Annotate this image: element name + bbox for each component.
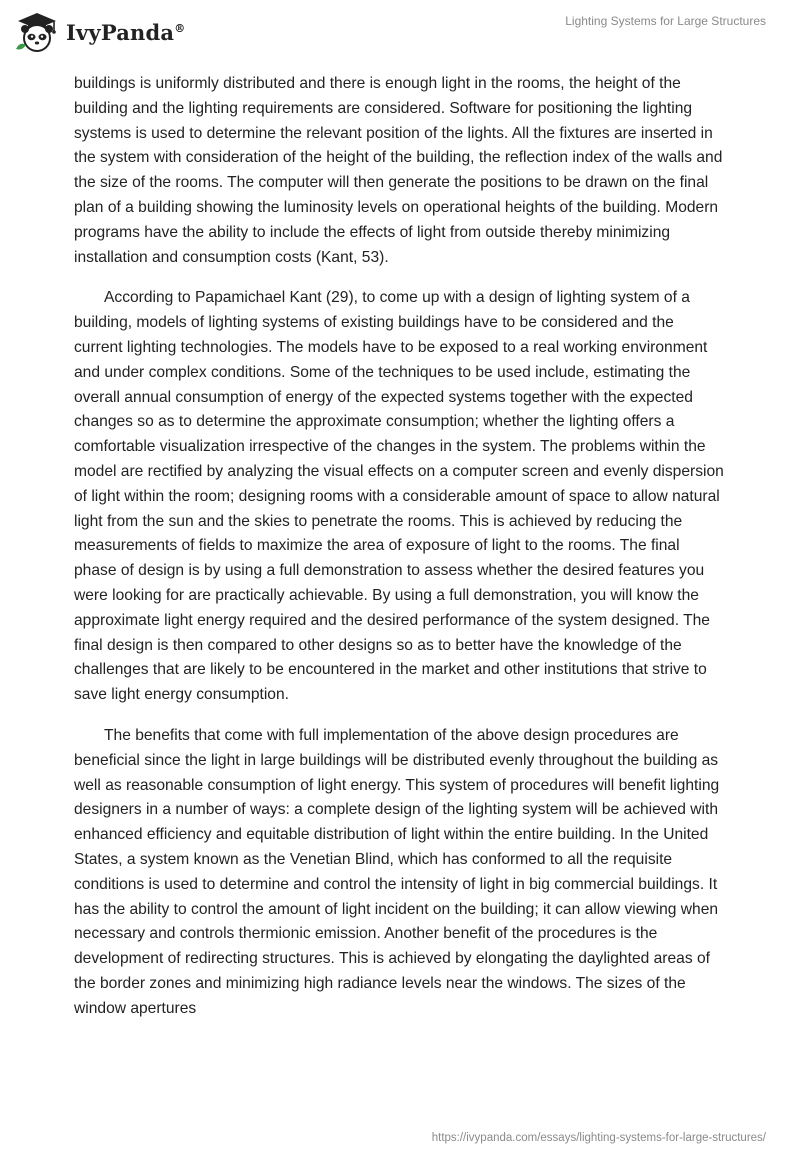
paragraph: The benefits that come with full implementation of the above design procedures are beneficial since the light in large buildings will be distributed evenly throughout the building as well as reasonable consumption of light energy. This system of procedures will benefit lighting designers in a number of ways: a complete design of the lighting system will be achieved with enhanced efficiency and equitable distribution of light within the entire building. In the United States, a system known as the Venetian Blind, which has conformed to all the requisite conditions is used to determine and control the intensity of light in big commercial buildings. It has the ability to control the amount of light incident on the building; it can allow viewing when necessary and controls thermionic emission. Another benefit of the procedures is the development of redirecting structures. This is achieved by elongating the daylighted areas of the border zones and minimizing high radiance levels near the windows. The sizes of the window apertures — [74, 726, 720, 1017]
essay-body — [74, 72, 726, 1037]
paragraph: According to Papamichael Kant (29), to come up with a design of lighting system of a building, models of lighting systems of existing buildings have to be considered and the current lighting technologies. The models have to be exposed to a real working environment and under complex conditions. Some of the techniques to be used include, estimating the overall annual consumption of energy of the expected systems together with the expected changes so as to determine the approximate consumption; whether the lighting offers a comfortable visualization irrespective of the changes in the system. The problems within the model are rectified by analyzing the visual effects on a computer screen and evenly dispersion of light within the room; designing rooms with a considerable amount of space to allow natural light from the sun and the skies to penetrate the rooms. This is achieved by reducing the measurements of fields to maximize the area of exposure of light to the rooms. The final phase of design is by using a full demonstration to assess whether the desired features you were looking for are practically achievable. By using a full demonstration, you will know the approximate light energy required and the desired performance of the system designed. The final design is then compared to other designs so as to better have the knowledge of the challenges that are likely to be encountered in the market and other institutions that strive to save light energy consumption. — [74, 289, 724, 704]
document-title: Lighting Systems for Large Structures — [565, 14, 766, 28]
panda-graduation-cap-icon — [14, 9, 60, 55]
page-header — [0, 0, 800, 70]
source-url[interactable]: https://ivypanda.com/essays/lighting-systems-for-large-structures/ — [431, 1132, 766, 1144]
brand-logo[interactable] — [14, 10, 185, 54]
paragraph: buildings is uniformly distributed and there is enough light in the rooms, the height of the building and the lighting requirements are considered. Software for positioning the lighting systems is used to determine the relevant position of the lights. All the fixtures are inserted in the system with consideration of the height of the building, the reflection index of the walls and the size of the rooms. The computer will then generate the positions to be drawn on the final plan of a building showing the luminosity levels on operational heights of the building. Modern programs have the ability to include the effects of light from outside thereby minimizing installation and consumption costs (Kant, 53). — [74, 75, 723, 266]
brand-name: IvyPanda® — [66, 19, 186, 45]
